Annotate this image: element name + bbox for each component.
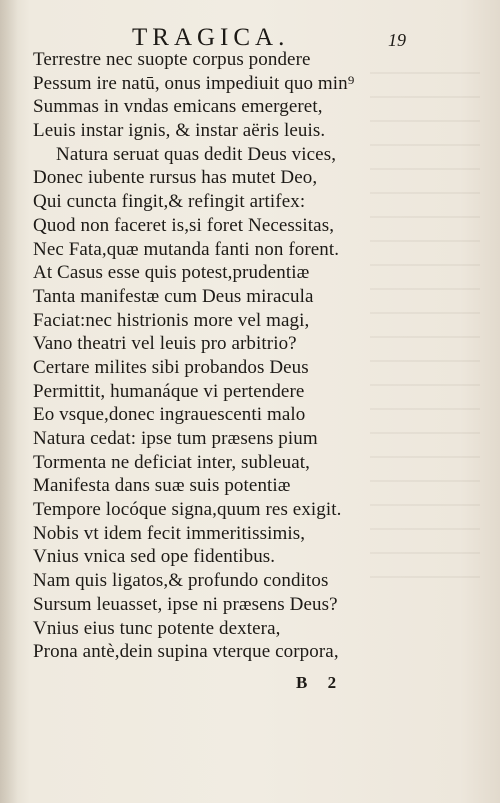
verse-line: Tempore locóque signa,quum res exigit.: [33, 499, 342, 521]
verse-line: Certare milites sibi probandos Deus: [33, 356, 309, 378]
verse-line: At Casus esse quis potest,prudentiæ: [33, 262, 310, 284]
gutter-shadow: [0, 0, 18, 803]
verse-line: Nobis vt idem fecit immeritissimis,: [33, 522, 306, 544]
page-number: 19: [388, 30, 406, 50]
verse-line: Eo vsque,donec ingrauescenti malo: [33, 404, 306, 426]
verse-line: Prona antè,dein supina vterque corpora,: [33, 641, 339, 663]
verse-line: Sursum leuasset, ipse ni præsens Deus?: [33, 593, 338, 615]
verse-line: Tormenta ne deficiat inter, subleuat,: [33, 451, 311, 473]
verse-line: Natura cedat: ipse tum præsens pium: [33, 428, 318, 449]
verse-line: Vano theatri vel leuis pro arbitrio?: [33, 333, 297, 355]
verse-line: Donec iubente rursus has mutet Deo,: [33, 167, 318, 189]
verse-line: Vnius vnica sed ope fidentibus.: [33, 546, 276, 568]
verse-line: Summas in vndas emicans emergeret,: [33, 96, 323, 118]
verse-line: Nam quis ligatos,& profundo conditos: [33, 570, 329, 592]
verse-line: Nec Fata,quæ mutanda fanti non forent.: [33, 238, 340, 260]
verse-line: Vnius eius tunc potente dextera,: [33, 617, 281, 639]
verse-line: Quod non faceret is,si foret Necessitas,: [33, 214, 335, 236]
signature-mark: B 2: [296, 673, 345, 692]
verse-line: Natura seruat quas dedit Deus vices,: [56, 143, 337, 165]
running-head: TRAGICA.: [132, 24, 290, 51]
verse-line: Manifesta dans suæ suis potentiæ: [33, 475, 291, 497]
verse-line: Permittit, humanáque vi pertendere: [33, 380, 305, 402]
verse-text-block: [33, 48, 473, 664]
verse-line: Tanta manifestæ cum Deus miracula: [33, 285, 314, 307]
verse-line: Pessum ire natū, onus impediuit quo min⁹: [33, 72, 355, 94]
verse-line: Leuis instar ignis, & instar aëris leuis.: [33, 120, 326, 142]
verse-line: Terrestre nec suopte corpus pondere: [33, 49, 311, 70]
verse-line: Qui cuncta fingit,& refingit artifex:: [33, 191, 306, 213]
verse-line: Faciat:nec histrionis more vel magi,: [33, 309, 310, 331]
